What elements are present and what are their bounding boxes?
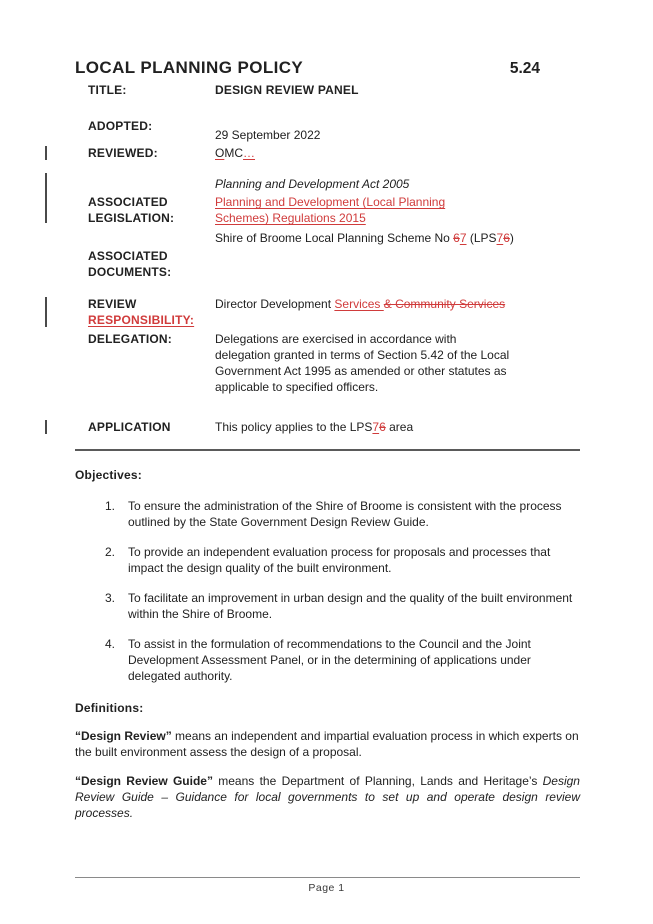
objective-text: To ensure the administration of the Shire of Broome is consistent with the process outlined by the State Government Design Review Guide. <box>128 499 562 529</box>
objective-number: 2. <box>105 545 116 559</box>
application-value: This policy applies to the LPS76 area <box>215 420 414 434</box>
reviewed-label: REVIEWED: <box>88 146 158 160</box>
objective-text: To provide an independent evaluation process for proposals and processes that impact the design quality of the built environment. <box>128 545 551 575</box>
reviewed-value: OMC… <box>215 146 256 160</box>
legislation-label: ASSOCIATED LEGISLATION: <box>88 195 175 225</box>
info-row-adopted <box>88 118 580 143</box>
objective-item <box>75 636 580 684</box>
footer-rule <box>75 877 580 878</box>
adopted-label: ADOPTED: <box>88 119 153 133</box>
policy-number: 5.24 <box>509 60 540 77</box>
info-row-scheme <box>88 230 580 246</box>
document-header <box>75 58 580 78</box>
definition-paragraph: “Design Review Guide” means the Department of Planning, Lands and Heritage’s Design Review Guide – Guidance for local governments to set up and operate design review processes. <box>75 774 580 820</box>
adopted-value: 29 September 2022 <box>215 128 321 142</box>
act-label-spacer <box>88 176 215 192</box>
info-row-legislation <box>88 194 580 226</box>
document-body <box>75 58 580 821</box>
objective-number: 1. <box>105 499 116 513</box>
objective-text: To assist in the formulation of recommendations to the Council and the Joint Development Assessment Panel, or in the determining of applications under delegated authority. <box>128 637 531 683</box>
objective-item <box>75 544 580 576</box>
review-responsibility-label <box>88 296 215 328</box>
documents-value <box>215 248 580 280</box>
review-responsibility-value: Director Development Services & Community Services <box>215 297 506 311</box>
delegation-label: DELEGATION: <box>88 332 172 346</box>
objective-text: To facilitate an improvement in urban design and the quality of the built environment within the Shire of Broome. <box>128 591 573 621</box>
review-responsibility-label-line1: REVIEW <box>88 297 137 311</box>
tracked-change-bar <box>45 297 47 327</box>
objective-number: 3. <box>105 591 116 605</box>
objective-item <box>75 498 580 530</box>
tracked-change-bar <box>45 420 47 434</box>
application-label: APPLICATION <box>88 420 171 434</box>
info-row-delegation <box>88 331 580 395</box>
definition-paragraph: “Design Review” means an independent and impartial evaluation process in which experts on the built environment assess the design of a proposal. <box>75 729 579 759</box>
objective-item <box>75 590 580 622</box>
definitions-heading: Definitions: <box>75 701 144 715</box>
objectives-heading: Objectives: <box>75 468 142 482</box>
objectives-list <box>75 498 580 684</box>
tracked-change-bar <box>45 146 47 160</box>
info-row-documents <box>88 248 580 280</box>
info-row-title <box>88 82 580 98</box>
delegation-value: Delegations are exercised in accordance with delegation granted in terms of Section 5.42 of the Local Government Act 1995 as amended or other statutes as applicable to specified officers. <box>215 332 510 394</box>
legislation-value: Planning and Development (Local Planning Schemes) Regulations 2015 <box>215 195 446 225</box>
review-responsibility-label-line2: RESPONSIBILITY: <box>88 313 195 327</box>
section-divider <box>75 449 580 451</box>
title-label: TITLE: <box>88 83 127 97</box>
objective-number: 4. <box>105 637 116 651</box>
page-title: LOCAL PLANNING POLICY <box>75 58 304 77</box>
info-row-reviewed <box>88 145 580 161</box>
act-value: Planning and Development Act 2005 <box>215 177 410 191</box>
documents-label: ASSOCIATED DOCUMENTS: <box>88 249 172 279</box>
footer-page-number: Page 1 <box>308 882 345 894</box>
scheme-value: Shire of Broome Local Planning Scheme No 67 (LPS76) <box>215 231 514 245</box>
info-row-act <box>88 176 580 192</box>
title-value: DESIGN REVIEW PANEL <box>215 83 359 97</box>
tracked-change-bar <box>45 173 47 223</box>
scheme-label-spacer <box>88 230 215 246</box>
info-row-review-responsibility <box>88 296 580 328</box>
policy-info-table <box>88 82 580 435</box>
legislation-group <box>88 176 580 226</box>
info-row-application <box>88 419 580 435</box>
